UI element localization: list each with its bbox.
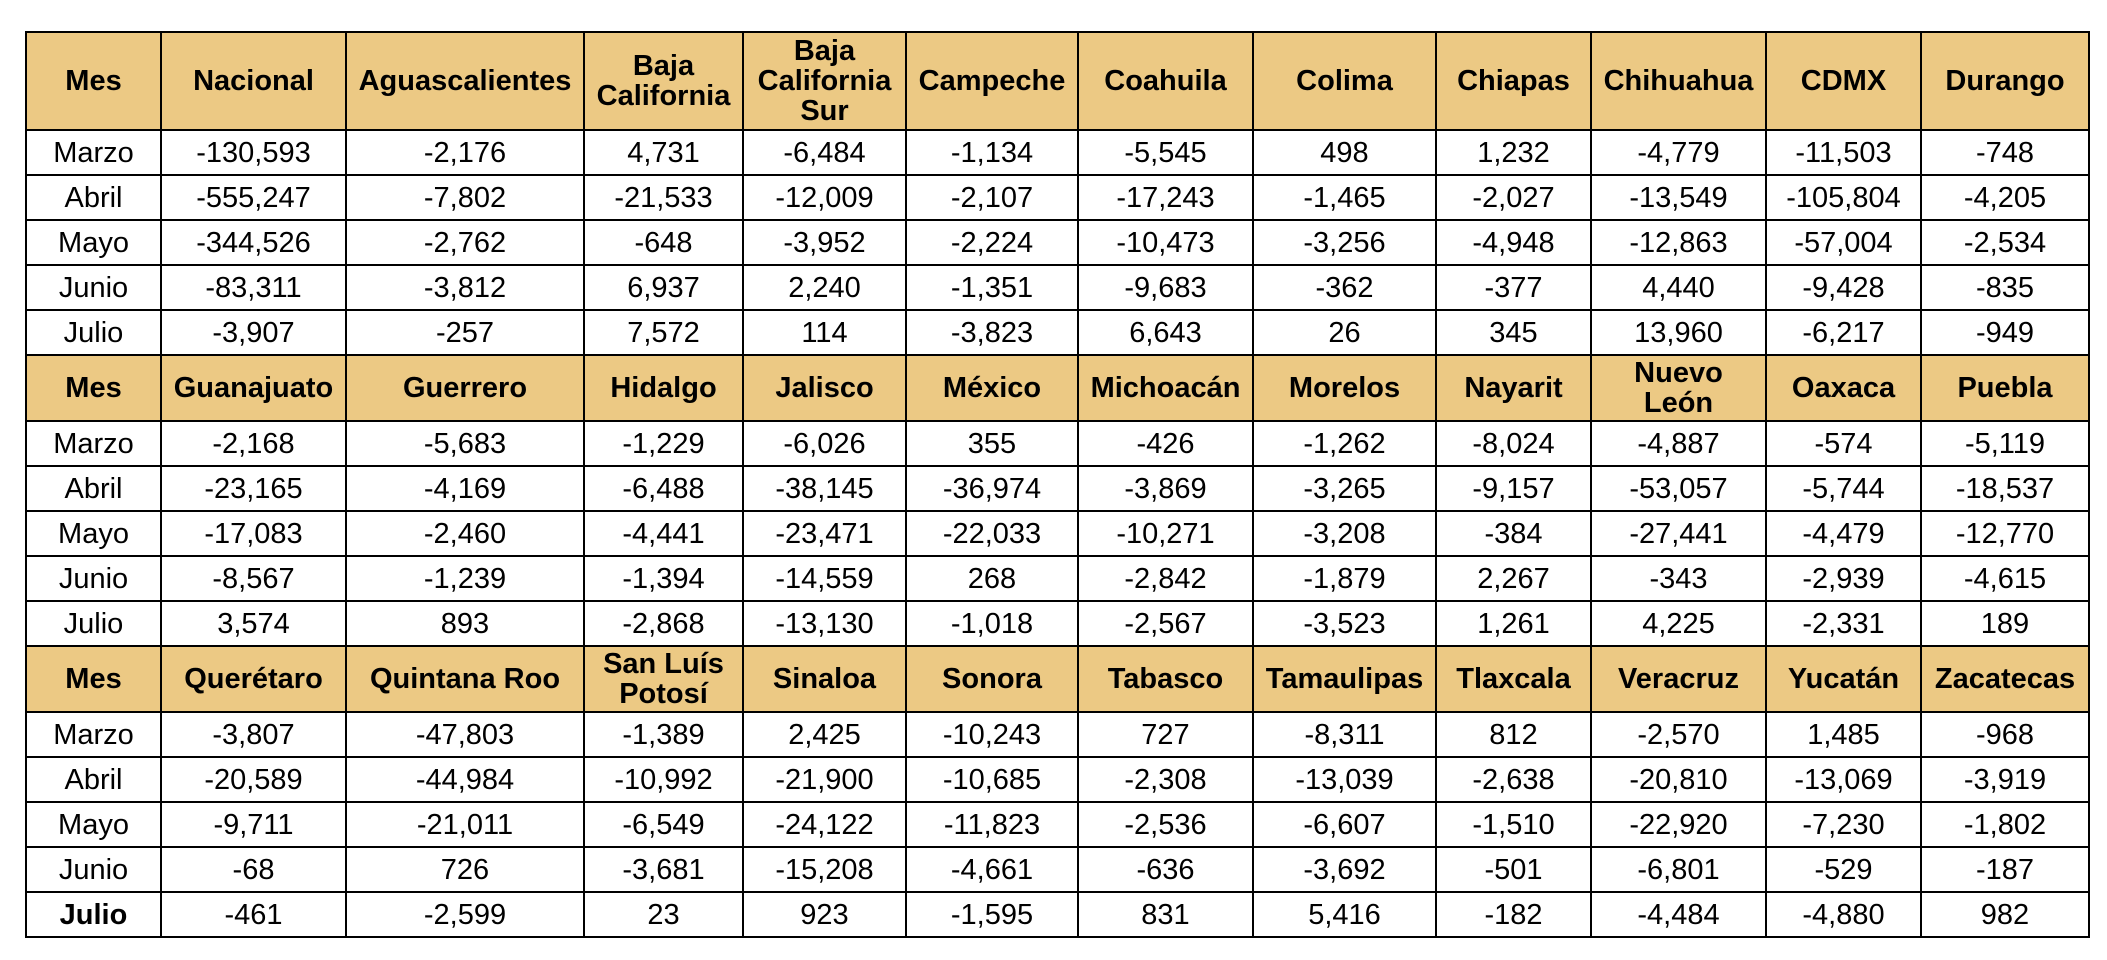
value-cell: -53,057 (1591, 466, 1766, 511)
header-cell-state: Nacional (161, 32, 346, 130)
value-cell: -4,887 (1591, 421, 1766, 466)
value-cell: -23,165 (161, 466, 346, 511)
header-cell-state: CDMX (1766, 32, 1921, 130)
header-cell-state: Tamaulipas (1253, 646, 1436, 712)
value-cell: -4,661 (906, 847, 1078, 892)
header-cell-mes: Mes (26, 355, 161, 421)
value-cell: -1,879 (1253, 556, 1436, 601)
value-cell: -2,842 (1078, 556, 1253, 601)
value-cell: -6,801 (1591, 847, 1766, 892)
value-cell: -3,523 (1253, 601, 1436, 646)
value-cell: -835 (1921, 265, 2089, 310)
value-cell: -2,331 (1766, 601, 1921, 646)
value-cell: -1,134 (906, 130, 1078, 175)
value-cell: -377 (1436, 265, 1591, 310)
value-cell: 2,267 (1436, 556, 1591, 601)
table-row (26, 466, 2089, 511)
value-cell: -13,130 (743, 601, 906, 646)
value-cell: -3,919 (1921, 757, 2089, 802)
table-row (26, 130, 2089, 175)
employment-by-state-table (25, 31, 2090, 938)
value-cell: 812 (1436, 712, 1591, 757)
value-cell: -10,243 (906, 712, 1078, 757)
header-cell-state: Puebla (1921, 355, 2089, 421)
value-cell: -1,229 (584, 421, 743, 466)
value-cell: -21,900 (743, 757, 906, 802)
value-cell: 831 (1078, 892, 1253, 937)
month-label-cell: Marzo (26, 421, 161, 466)
header-cell-state: Quintana Roo (346, 646, 584, 712)
value-cell: 355 (906, 421, 1078, 466)
value-cell: -4,441 (584, 511, 743, 556)
value-cell: 2,240 (743, 265, 906, 310)
value-cell: -257 (346, 310, 584, 355)
value-cell: -36,974 (906, 466, 1078, 511)
value-cell: -343 (1591, 556, 1766, 601)
value-cell: -949 (1921, 310, 2089, 355)
value-cell: -3,823 (906, 310, 1078, 355)
value-cell: -3,256 (1253, 220, 1436, 265)
value-cell: -362 (1253, 265, 1436, 310)
value-cell: -6,549 (584, 802, 743, 847)
value-cell: -11,823 (906, 802, 1078, 847)
value-cell: -1,351 (906, 265, 1078, 310)
value-cell: -15,208 (743, 847, 906, 892)
value-cell: -8,024 (1436, 421, 1591, 466)
value-cell: -2,868 (584, 601, 743, 646)
value-cell: -4,479 (1766, 511, 1921, 556)
header-cell-state: Campeche (906, 32, 1078, 130)
header-cell-state: Chihuahua (1591, 32, 1766, 130)
value-cell: 1,261 (1436, 601, 1591, 646)
value-cell: -4,948 (1436, 220, 1591, 265)
value-cell: -22,920 (1591, 802, 1766, 847)
value-cell: -17,243 (1078, 175, 1253, 220)
header-cell-state: México (906, 355, 1078, 421)
value-cell: -9,711 (161, 802, 346, 847)
value-cell: -1,595 (906, 892, 1078, 937)
value-cell: -9,157 (1436, 466, 1591, 511)
table-row (26, 802, 2089, 847)
value-cell: 4,731 (584, 130, 743, 175)
value-cell: -2,224 (906, 220, 1078, 265)
value-cell: -6,488 (584, 466, 743, 511)
table-row (26, 556, 2089, 601)
value-cell: -3,692 (1253, 847, 1436, 892)
month-label-cell: Junio (26, 265, 161, 310)
value-cell: -2,107 (906, 175, 1078, 220)
value-cell: -10,992 (584, 757, 743, 802)
value-cell: -529 (1766, 847, 1921, 892)
value-cell: -105,804 (1766, 175, 1921, 220)
value-cell: -2,027 (1436, 175, 1591, 220)
value-cell: -968 (1921, 712, 2089, 757)
value-cell: -8,311 (1253, 712, 1436, 757)
value-cell: 345 (1436, 310, 1591, 355)
value-cell: -24,122 (743, 802, 906, 847)
value-cell: -1,389 (584, 712, 743, 757)
month-label-cell: Abril (26, 757, 161, 802)
value-cell: 23 (584, 892, 743, 937)
value-cell: -8,567 (161, 556, 346, 601)
value-cell: -2,534 (1921, 220, 2089, 265)
month-label-cell: Marzo (26, 712, 161, 757)
value-cell: -574 (1766, 421, 1921, 466)
header-cell-mes: Mes (26, 646, 161, 712)
header-cell-state: Baja California (584, 32, 743, 130)
value-cell: -3,807 (161, 712, 346, 757)
value-cell: -23,471 (743, 511, 906, 556)
value-cell: -11,503 (1766, 130, 1921, 175)
value-cell: -13,549 (1591, 175, 1766, 220)
value-cell: 268 (906, 556, 1078, 601)
month-label-cell: Julio (26, 310, 161, 355)
month-label-cell: Julio (26, 892, 161, 937)
header-cell-state: Hidalgo (584, 355, 743, 421)
header-cell-state: Tlaxcala (1436, 646, 1591, 712)
value-cell: -2,939 (1766, 556, 1921, 601)
value-cell: -1,239 (346, 556, 584, 601)
value-cell: -4,779 (1591, 130, 1766, 175)
value-cell: -4,169 (346, 466, 584, 511)
header-cell-state: Jalisco (743, 355, 906, 421)
value-cell: -426 (1078, 421, 1253, 466)
value-cell: -7,230 (1766, 802, 1921, 847)
value-cell: -6,026 (743, 421, 906, 466)
value-cell: -3,952 (743, 220, 906, 265)
header-row-block-3 (26, 646, 2089, 712)
value-cell: -83,311 (161, 265, 346, 310)
value-cell: -9,683 (1078, 265, 1253, 310)
header-cell-state: Tabasco (1078, 646, 1253, 712)
value-cell: -4,615 (1921, 556, 2089, 601)
value-cell: -13,069 (1766, 757, 1921, 802)
header-row-block-1 (26, 32, 2089, 130)
value-cell: -10,473 (1078, 220, 1253, 265)
value-cell: -13,039 (1253, 757, 1436, 802)
value-cell: 923 (743, 892, 906, 937)
value-cell: 26 (1253, 310, 1436, 355)
value-cell: -21,533 (584, 175, 743, 220)
header-cell-state: Querétaro (161, 646, 346, 712)
value-cell: -2,168 (161, 421, 346, 466)
value-cell: 726 (346, 847, 584, 892)
value-cell: -130,593 (161, 130, 346, 175)
value-cell: -3,869 (1078, 466, 1253, 511)
value-cell: -12,863 (1591, 220, 1766, 265)
value-cell: -2,567 (1078, 601, 1253, 646)
value-cell: 5,416 (1253, 892, 1436, 937)
value-cell: -555,247 (161, 175, 346, 220)
header-cell-state: Sinaloa (743, 646, 906, 712)
value-cell: -2,308 (1078, 757, 1253, 802)
value-cell: -4,484 (1591, 892, 1766, 937)
value-cell: -1,394 (584, 556, 743, 601)
value-cell: -5,545 (1078, 130, 1253, 175)
table-row (26, 892, 2089, 937)
value-cell: -7,802 (346, 175, 584, 220)
value-cell: 3,574 (161, 601, 346, 646)
header-row-block-2 (26, 355, 2089, 421)
table-row (26, 220, 2089, 265)
table-row (26, 310, 2089, 355)
month-label-cell: Abril (26, 175, 161, 220)
header-cell-state: Guanajuato (161, 355, 346, 421)
header-cell-state: Nayarit (1436, 355, 1591, 421)
value-cell: 189 (1921, 601, 2089, 646)
value-cell: 498 (1253, 130, 1436, 175)
value-cell: -1,802 (1921, 802, 2089, 847)
value-cell: -5,683 (346, 421, 584, 466)
value-cell: 4,225 (1591, 601, 1766, 646)
table-row (26, 265, 2089, 310)
value-cell: -344,526 (161, 220, 346, 265)
value-cell: -4,880 (1766, 892, 1921, 937)
value-cell: -2,460 (346, 511, 584, 556)
header-cell-state: Veracruz (1591, 646, 1766, 712)
value-cell: -3,208 (1253, 511, 1436, 556)
header-cell-state: Aguascalientes (346, 32, 584, 130)
value-cell: -22,033 (906, 511, 1078, 556)
table-row (26, 757, 2089, 802)
value-cell: -3,812 (346, 265, 584, 310)
table-row (26, 601, 2089, 646)
table-row (26, 712, 2089, 757)
value-cell: -1,510 (1436, 802, 1591, 847)
value-cell: 1,232 (1436, 130, 1591, 175)
value-cell: -5,119 (1921, 421, 2089, 466)
value-cell: -57,004 (1766, 220, 1921, 265)
header-cell-state: Coahuila (1078, 32, 1253, 130)
value-cell: 727 (1078, 712, 1253, 757)
value-cell: -6,217 (1766, 310, 1921, 355)
value-cell: -501 (1436, 847, 1591, 892)
value-cell: -1,018 (906, 601, 1078, 646)
value-cell: 114 (743, 310, 906, 355)
value-cell: -68 (161, 847, 346, 892)
month-label-cell: Mayo (26, 220, 161, 265)
value-cell: 893 (346, 601, 584, 646)
value-cell: -4,205 (1921, 175, 2089, 220)
table-row (26, 175, 2089, 220)
value-cell: -1,262 (1253, 421, 1436, 466)
value-cell: 13,960 (1591, 310, 1766, 355)
value-cell: -18,537 (1921, 466, 2089, 511)
header-cell-state: Morelos (1253, 355, 1436, 421)
value-cell: -2,570 (1591, 712, 1766, 757)
month-label-cell: Mayo (26, 802, 161, 847)
header-cell-state: Michoacán (1078, 355, 1253, 421)
month-label-cell: Junio (26, 847, 161, 892)
value-cell: -10,685 (906, 757, 1078, 802)
month-label-cell: Abril (26, 466, 161, 511)
value-cell: -384 (1436, 511, 1591, 556)
value-cell: -3,907 (161, 310, 346, 355)
header-cell-state: San Luís Potosí (584, 646, 743, 712)
header-cell-state: Colima (1253, 32, 1436, 130)
header-cell-state: Zacatecas (1921, 646, 2089, 712)
value-cell: -12,770 (1921, 511, 2089, 556)
month-label-cell: Mayo (26, 511, 161, 556)
header-cell-state: Oaxaca (1766, 355, 1921, 421)
header-cell-state: Nuevo León (1591, 355, 1766, 421)
header-cell-state: Sonora (906, 646, 1078, 712)
header-cell-state: Chiapas (1436, 32, 1591, 130)
header-cell-mes: Mes (26, 32, 161, 130)
value-cell: -2,536 (1078, 802, 1253, 847)
value-cell: -6,484 (743, 130, 906, 175)
value-cell: -2,762 (346, 220, 584, 265)
value-cell: -6,607 (1253, 802, 1436, 847)
value-cell: 4,440 (1591, 265, 1766, 310)
value-cell: -20,810 (1591, 757, 1766, 802)
value-cell: 1,485 (1766, 712, 1921, 757)
value-cell: -27,441 (1591, 511, 1766, 556)
value-cell: -9,428 (1766, 265, 1921, 310)
value-cell: -38,145 (743, 466, 906, 511)
employment-table-container (25, 31, 2088, 938)
value-cell: -17,083 (161, 511, 346, 556)
value-cell: 6,937 (584, 265, 743, 310)
value-cell: -10,271 (1078, 511, 1253, 556)
value-cell: -21,011 (346, 802, 584, 847)
value-cell: -12,009 (743, 175, 906, 220)
value-cell: 982 (1921, 892, 2089, 937)
value-cell: -636 (1078, 847, 1253, 892)
value-cell: 6,643 (1078, 310, 1253, 355)
value-cell: -5,744 (1766, 466, 1921, 511)
value-cell: -14,559 (743, 556, 906, 601)
value-cell: -461 (161, 892, 346, 937)
value-cell: -3,681 (584, 847, 743, 892)
value-cell: -44,984 (346, 757, 584, 802)
value-cell: -20,589 (161, 757, 346, 802)
value-cell: -2,638 (1436, 757, 1591, 802)
value-cell: -187 (1921, 847, 2089, 892)
table-row (26, 511, 2089, 556)
value-cell: 7,572 (584, 310, 743, 355)
value-cell: -1,465 (1253, 175, 1436, 220)
month-label-cell: Junio (26, 556, 161, 601)
value-cell: 2,425 (743, 712, 906, 757)
value-cell: -748 (1921, 130, 2089, 175)
header-cell-state: Yucatán (1766, 646, 1921, 712)
value-cell: -648 (584, 220, 743, 265)
value-cell: -2,176 (346, 130, 584, 175)
table-row (26, 847, 2089, 892)
table-row (26, 421, 2089, 466)
header-cell-state: Guerrero (346, 355, 584, 421)
value-cell: -47,803 (346, 712, 584, 757)
month-label-cell: Marzo (26, 130, 161, 175)
header-cell-state: Durango (1921, 32, 2089, 130)
value-cell: -2,599 (346, 892, 584, 937)
header-cell-state: Baja California Sur (743, 32, 906, 130)
value-cell: -182 (1436, 892, 1591, 937)
month-label-cell: Julio (26, 601, 161, 646)
value-cell: -3,265 (1253, 466, 1436, 511)
